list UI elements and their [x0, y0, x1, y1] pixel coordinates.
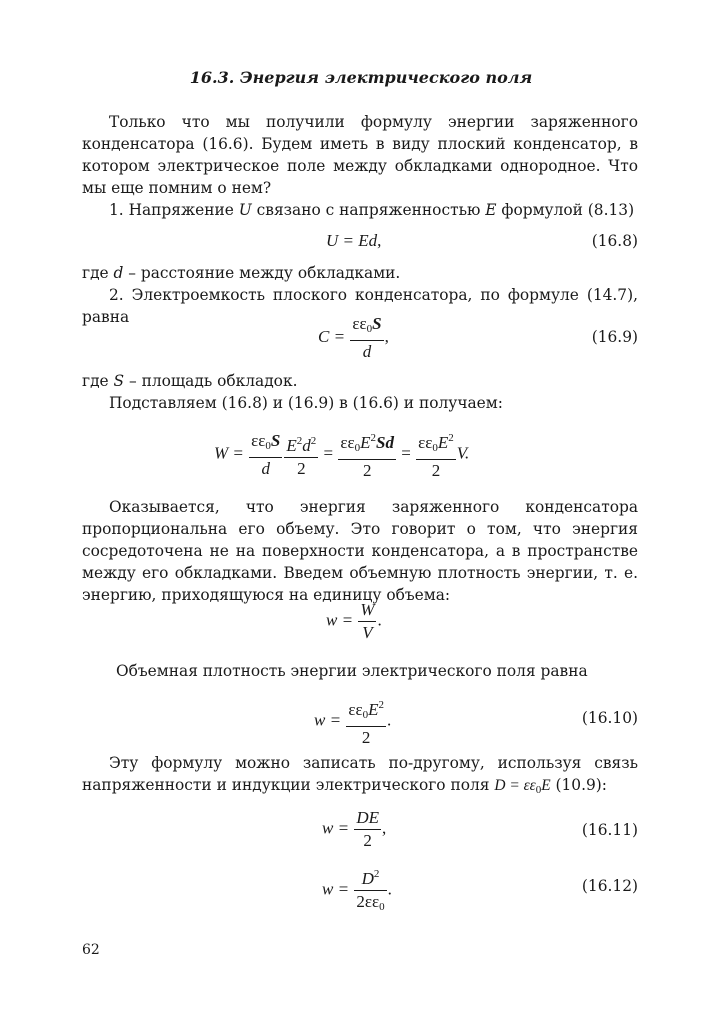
fraction: $\frac{\varepsilon\varepsilon_0E^2}{2}$: [346, 695, 386, 748]
paragraph-where-S: где S – площадь обкладок.: [82, 372, 298, 390]
equation-16-8: U = Ed,: [326, 231, 382, 250]
section-title: 16.3. Энергия электрического поля: [189, 68, 533, 87]
fraction: $\frac{W}{V}$: [360, 600, 375, 642]
fraction: $\frac{\varepsilon\varepsilon_0E^2}{2}$: [416, 428, 456, 481]
equation-number-16-9: (16.9): [591, 328, 638, 346]
paragraph-where-d: где d – расстояние между обкладками.: [82, 264, 401, 282]
equation-number-16-10: (16.10): [581, 709, 638, 727]
fraction: $\frac{E^2d^2}{2}$: [284, 431, 318, 479]
equation-number-16-11: (16.11): [581, 821, 638, 839]
equation-16-12: w = $\frac{D^2}{2\varepsilon\varepsilon_0}$ .: [322, 864, 392, 917]
fraction: $\frac{D^2}{2\varepsilon\varepsilon_0}$: [354, 864, 386, 917]
equation-number-16-12: (16.12): [581, 877, 638, 895]
paragraph-item1: 1. Напряжение U связано с напряженностью E формулой (8.13): [109, 201, 635, 219]
paragraph-intro: Только что мы получили формулу энергии заряженного конденсатора (16.6). Будем иметь в виду плоский конденсатор, в котором электрическое поле между обкладками однородное. Что мы еще помним о нем?: [82, 113, 638, 197]
equation-16-11: w = $\frac{DE}{2}$ ,: [322, 808, 387, 850]
fraction: $\frac{\varepsilon\varepsilon_0S}{d}$: [352, 314, 382, 361]
fraction: $\frac{DE}{2}$: [356, 808, 379, 850]
page-number: 62: [82, 942, 100, 958]
equation-16-10: w = $\frac{\varepsilon\varepsilon_0E^2}{2}$ .: [314, 695, 391, 748]
equation-energy-W: W = $\frac{\varepsilon\varepsilon_0S}{d}$ $\frac{E^2d^2}{2}$ = $\frac{\varepsilon\varepsilon_0E^2Sd}{2}$ = $\frac{\varepsilon\varepsilon_0E^2}{2}$ V.: [214, 428, 469, 481]
paragraph-item2: 2. Электроемкость плоского конденсатора, по формуле (14.7), равна: [82, 286, 638, 326]
paragraph-proportional: Оказывается, что энергия заряженного конденсатора пропорциональна его объему. Это говорит о том, что энергия сосредоточена не на поверхности конденсатора, а в пространстве между его обкладками. Введем объемную плотность энергии, т. е. энергию, приходящуюся на единицу объема:: [82, 498, 638, 604]
paragraph-density: Объемная плотность энергии электрического поля равна: [116, 662, 588, 680]
paragraph-other-form: Эту формулу можно записать по-другому, используя связь напряженности и индукции электрического поля $D = \varepsilon\varepsilon_0E$ (10.9):: [82, 754, 638, 796]
equation-number-16-8: (16.8): [591, 232, 638, 250]
paragraph-substitute: Подставляем (16.8) и (16.9) в (16.6) и получаем:: [109, 394, 503, 412]
equation-16-9: C = $\frac{\varepsilon\varepsilon_0S}{d}$ ,: [318, 314, 389, 361]
fraction: $\frac{\varepsilon\varepsilon_0S}{d}$: [251, 430, 281, 478]
equation-density-definition: w = $\frac{W}{V}$ .: [326, 600, 382, 642]
fraction: $\frac{\varepsilon\varepsilon_0E^2Sd}{2}$: [338, 428, 396, 481]
